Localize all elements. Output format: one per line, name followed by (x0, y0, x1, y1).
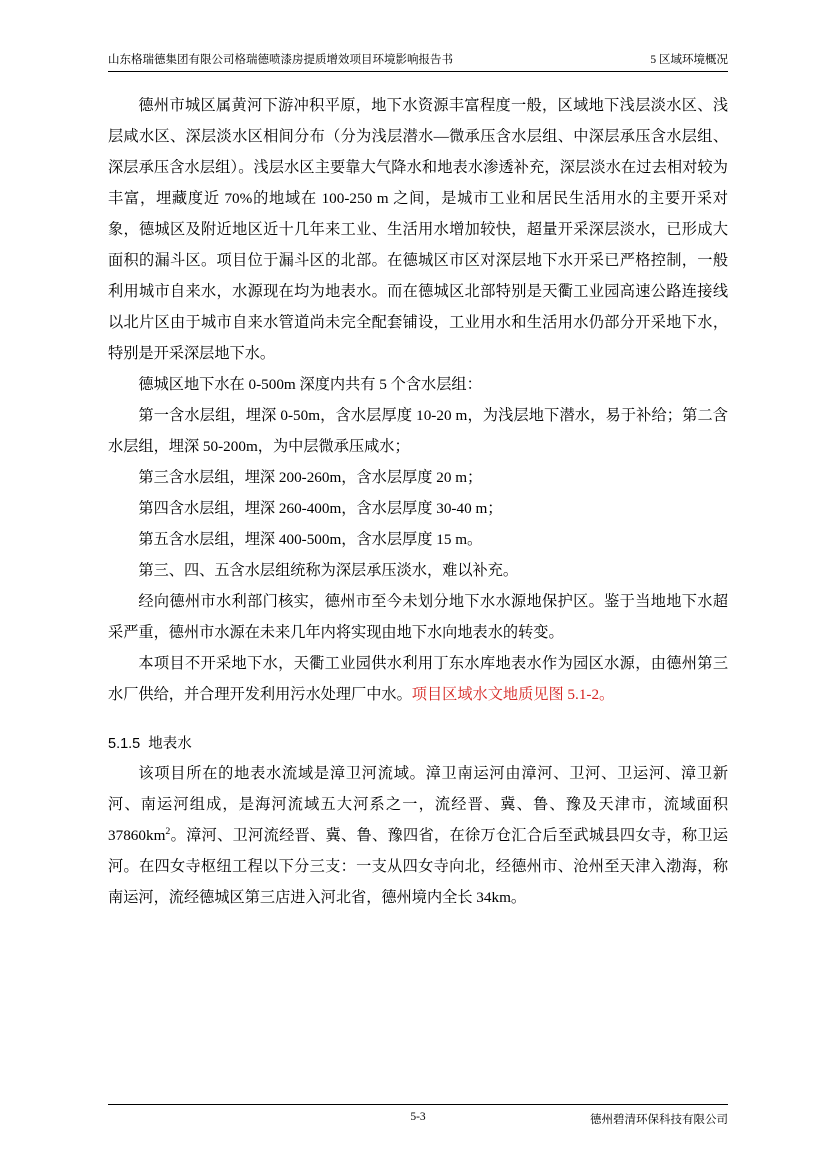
paragraph-aquifer-5: 第五含水层组，埋深 400-500m，含水层厚度 15 m。 (138, 531, 483, 549)
area-unit-exponent: 2 (165, 826, 171, 838)
paragraph-aquifer-3: 第三含水层组，埋深 200-260m，含水层厚度 20 m； (138, 469, 483, 487)
page-header (108, 52, 728, 72)
footer-inner (108, 1105, 728, 1137)
header-title-right: 5 区域环境概况 (650, 54, 728, 66)
paragraph-water-protection-zone: 经向德州市水利部门核实，德州市至今未划分地下水水源地保护区。鉴于当地地下水超采严重，德州市水源在未来几年内将实现由地下水向地表水的转变。 (108, 593, 728, 642)
paragraph-project-water-supply (108, 648, 728, 710)
footer-company: 德州碧清环保科技有限公司 (590, 1114, 728, 1126)
section-title: 地表水 (148, 736, 192, 753)
paragraph-groundwater-overview: 德州市城区属黄河下游冲积平原，地下水资源丰富程度一般，区域地下浅层淡水区、浅层咸水区、深层淡水区相间分布（分为浅层潜水—微承压含水层组、中深层承压含水层组、深层承压含水层组）。浅层水区主要靠大气降水和地表水渗透补充，深层淡水在过去相对较为丰富，埋藏度近 70%的地域在 100-250 m 之间，是城市工业和居民生活用水的主要开采对象，德城区及附近地区近十几年来工业、生活用水增加较快，超量开采深层淡水，已形成大面积的漏斗区。项目位于漏斗区的北部。在德城区市区对深层地下水开采已严格控制，一般利用城市自来水，水源现在均为地表水。而在德城区北部特别是天衢工业园高速公路连接线以北片区由于城市自来水管道尚未完全配套铺设，工业用水和生活用水仍部分开采地下水，特别是开采深层地下水。 (108, 97, 728, 363)
paragraph-aquifer-4: 第四含水层组，埋深 260-400m，含水层厚度 30-40 m； (138, 500, 503, 518)
surface-water-text-b: 。漳河、卫河流经晋、冀、鲁、豫四省，在徐万仓汇合后至武城县四女寺，称卫运河。在四女寺枢纽工程以下分三支：一支从四女寺向北，经德州市、沧州至天津入渤海，称南运河，流经德城区第三店进入河北省，德州境内全长 34km。 (108, 827, 728, 907)
surface-water-text-a: 该项目所在的地表水流域是漳卫河流域。漳卫南运河由漳河、卫河、卫运河、漳卫新河、南运河组成，是海河流域五大河系之一，流经晋、冀、鲁、豫及天津市，流域面积 37860km (108, 765, 728, 845)
paragraph-surface-water-basin (108, 758, 728, 913)
page-footer (108, 1104, 728, 1137)
header-title-left: 山东格瑞德集团有限公司格瑞德喷漆房提质增效项目环境影响报告书 (108, 54, 453, 66)
paragraph-aquifer-1-2: 第一含水层组，埋深 0-50m，含水层厚度 10-20 m，为浅层地下潜水，易于补给；第二含水层组，埋深 50-200m，为中层微承压咸水； (108, 407, 728, 456)
page-content (108, 52, 728, 913)
document-body (108, 90, 728, 913)
hydrogeology-figure-reference: 项目区域水文地质见图 5.1-2。 (411, 686, 615, 704)
section-heading-surface-water (108, 730, 728, 758)
page-number: 5-3 (410, 1111, 426, 1123)
paragraph-aquifer-intro: 德城区地下水在 0-500m 深度内共有 5 个含水层组： (138, 376, 482, 394)
project-water-supply-text: 本项目不开采地下水，天衢工业园供水利用丁东水库地表水作为园区水源，由德州第三水厂供给，并合理开发利用污水处理厂中水。 (108, 655, 728, 704)
section-number: 5.1.5 (108, 736, 141, 753)
paragraph-aquifer-summary: 第三、四、五含水层组统称为深层承压淡水，难以补充。 (138, 562, 519, 580)
